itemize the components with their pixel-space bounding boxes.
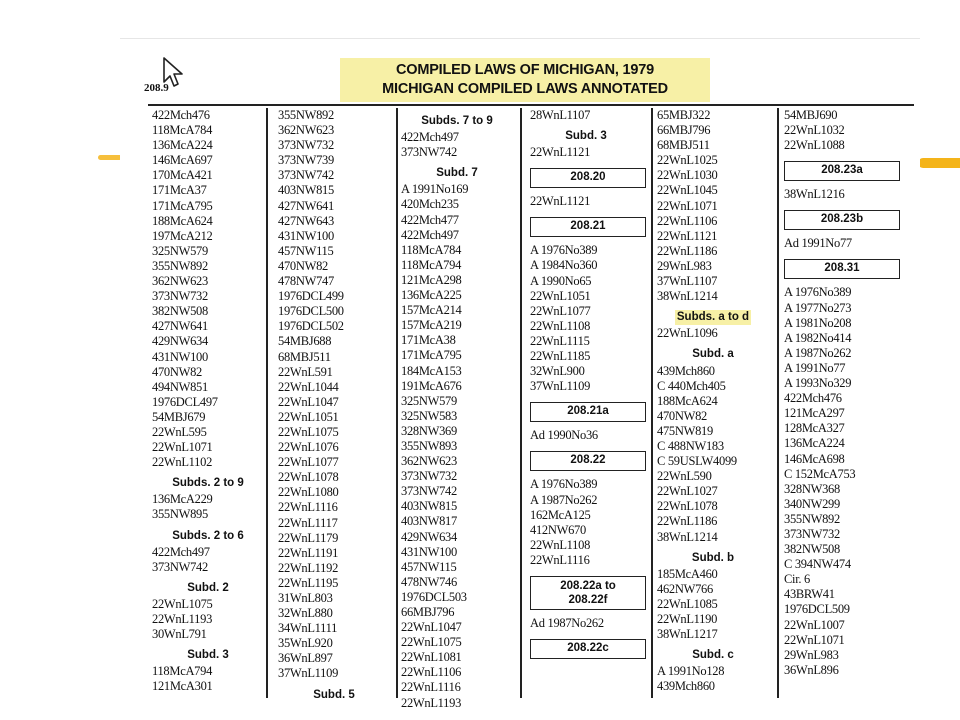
section-number-box: 208.22c xyxy=(530,639,646,659)
citation-entry: 118McA794 xyxy=(401,257,462,272)
citation-entry: 22WnL1007 xyxy=(784,617,845,632)
citation-entry: 157McA214 xyxy=(401,303,462,318)
citation-entry: 1976DCL500 xyxy=(278,304,344,319)
column-divider xyxy=(396,108,398,698)
citation-entry: 22WnL1076 xyxy=(278,440,339,455)
citation-entry: 22WnL1106 xyxy=(657,213,718,228)
title-line-2: MICHIGAN COMPILED LAWS ANNOTATED xyxy=(382,81,668,97)
decorative-bar-right xyxy=(918,158,960,168)
section-number-box: 208.23b xyxy=(784,210,900,230)
citation-entry: A 1984No360 xyxy=(530,258,598,273)
citation-entry: A 1981No208 xyxy=(784,315,852,330)
citation-entry: 22WnL1193 xyxy=(152,612,213,626)
citation-entry: 22WnL1081 xyxy=(401,650,462,665)
citation-entry: 185McA460 xyxy=(657,566,718,581)
citation-entry: 22WnL1116 xyxy=(401,680,461,695)
citation-entry: 22WnL1186 xyxy=(657,514,718,529)
citation-entry: 22WnL1025 xyxy=(657,153,718,168)
subdivision-heading-row xyxy=(152,648,264,663)
section-range-start: 208.22a to xyxy=(560,579,616,592)
citation-entry: 457NW115 xyxy=(278,243,334,258)
subdivision-heading-row xyxy=(152,476,264,491)
citation-entry: 22WnL1192 xyxy=(278,560,339,575)
subdivision-heading: Subd. b xyxy=(691,551,735,564)
citation-entry: 30WnL791 xyxy=(152,627,207,642)
citation-entry: 22WnL595 xyxy=(152,424,207,439)
citation-entry: A 1990No65 xyxy=(530,273,592,288)
citation-entry: 38WnL1214 xyxy=(657,289,718,304)
citation-entry: 22WnL1047 xyxy=(401,620,462,635)
subdivision-heading-row xyxy=(657,648,769,663)
citation-entry: 22WnL1193 xyxy=(401,695,462,710)
citation-entry: 373NW742 xyxy=(401,145,457,160)
citation-entry: A 1976No389 xyxy=(784,285,852,300)
citation-entry: 373NW732 xyxy=(152,289,208,304)
section-number-box: 208.31 xyxy=(784,259,900,279)
section-range-end: 208.22f xyxy=(568,593,608,606)
citation-column-2 xyxy=(278,108,390,704)
citation-entry: 68MBJ511 xyxy=(657,138,710,153)
citation-entry: 188McA624 xyxy=(657,393,718,408)
page-top-edge xyxy=(120,38,920,39)
citation-entry: 146McA698 xyxy=(784,451,845,466)
subdivision-heading-row xyxy=(657,551,769,566)
citation-entry: 171McA38 xyxy=(401,333,456,348)
citation-entry: 373NW742 xyxy=(401,484,457,499)
subdivision-heading-row xyxy=(152,581,264,596)
citation-entry: 32WnL900 xyxy=(530,364,585,379)
citation-entry: 475NW819 xyxy=(657,423,713,438)
citation-entry: 121McA301 xyxy=(152,679,213,694)
citation-entry: 373NW742 xyxy=(278,168,334,183)
citation-entry: 1976DCL497 xyxy=(152,394,218,409)
citation-entry: 188McA624 xyxy=(152,213,213,228)
subdivision-heading: Subd. 7 xyxy=(436,167,478,180)
citation-entry: 22WnL1088 xyxy=(784,138,845,153)
citation-entry: 422Mch477 xyxy=(401,212,459,227)
citation-entry: 38WnL1217 xyxy=(657,627,718,642)
citation-entry: A 1991No169 xyxy=(401,182,469,197)
column-divider xyxy=(777,108,779,698)
citation-entry: 22WnL1117 xyxy=(278,515,338,530)
citation-entry: A 1987No262 xyxy=(530,492,598,507)
citation-entry: 355NW895 xyxy=(152,507,208,522)
citation-entry: 197McA212 xyxy=(152,228,213,243)
citation-entry: 118McA784 xyxy=(152,123,213,138)
citation-entry: 128McA327 xyxy=(784,421,845,436)
citation-entry: 422Mch497 xyxy=(152,544,210,559)
citation-entry: 136McA224 xyxy=(152,138,213,153)
citation-entry: 427NW641 xyxy=(152,319,208,334)
citation-entry: 373NW732 xyxy=(784,526,840,541)
citation-entry: 29WnL983 xyxy=(657,258,712,273)
citation-entry: 429NW634 xyxy=(401,529,457,544)
column-divider xyxy=(266,108,268,698)
citation-entry: A 1991No128 xyxy=(657,664,725,679)
citation-entry: 427NW643 xyxy=(278,213,334,228)
citation-entry: 66MBJ796 xyxy=(401,605,455,619)
citation-entry: 54MBJ690 xyxy=(784,108,838,122)
title-line-1: COMPILED LAWS OF MICHIGAN, 1979 xyxy=(395,62,655,78)
citation-entry: 191McA676 xyxy=(401,378,462,393)
citation-entry: 422Mch476 xyxy=(152,108,210,122)
citation-entry: 171McA795 xyxy=(152,198,213,213)
citation-entry: 37WnL1109 xyxy=(530,379,591,394)
citation-entry: 36WnL896 xyxy=(784,662,839,677)
subdivision-heading-row xyxy=(530,129,642,144)
citation-entry: 422Mch476 xyxy=(784,391,842,406)
column-divider xyxy=(520,108,522,698)
citation-entry: 184McA153 xyxy=(401,363,462,378)
citation-entry: 34WnL1111 xyxy=(278,621,338,636)
citation-entry: 22WnL1195 xyxy=(278,575,339,590)
citation-entry: 328NW369 xyxy=(401,423,457,438)
subdivision-heading-row xyxy=(278,688,390,703)
citation-entry: 29WnL983 xyxy=(784,647,839,662)
citation-entry: 22WnL1032 xyxy=(784,123,845,138)
citation-entry: 22WnL1071 xyxy=(152,440,213,455)
column-divider xyxy=(651,108,653,698)
citation-entry: 22WnL1102 xyxy=(152,455,213,470)
citation-entry: 54MBJ688 xyxy=(278,334,332,349)
citation-entry: 22WnL1047 xyxy=(278,394,339,409)
citation-entry: 22WnL1190 xyxy=(657,612,718,626)
citation-entry: 403NW817 xyxy=(401,514,457,529)
citation-entry: A 1987No262 xyxy=(784,345,852,360)
citation-entry: 355NW893 xyxy=(401,438,457,453)
citation-entry: 38WnL1216 xyxy=(784,187,845,202)
citation-entry: 22WnL1027 xyxy=(657,484,718,499)
citation-entry: 403NW815 xyxy=(401,499,457,514)
citation-entry: 146McA697 xyxy=(152,153,213,168)
citation-entry: 373NW732 xyxy=(278,138,334,153)
citation-entry: 355NW892 xyxy=(152,258,208,273)
citation-entry: 429NW634 xyxy=(152,334,208,349)
citation-entry: A 1993No329 xyxy=(784,376,852,391)
subdivision-heading: Subd. 3 xyxy=(565,130,607,143)
citation-entry: 478NW747 xyxy=(278,274,334,289)
citation-entry: Ad 1990No36 xyxy=(530,428,598,443)
citation-entry: 355NW892 xyxy=(784,511,840,526)
subdivision-heading: Subd. c xyxy=(692,649,734,662)
citation-entry: 1976DCL499 xyxy=(278,289,344,304)
citation-entry: 22WnL1096 xyxy=(657,326,718,341)
citation-entry: 403NW815 xyxy=(278,183,334,198)
citation-entry: 22WnL1085 xyxy=(657,596,718,611)
citation-entry: 362NW623 xyxy=(401,454,457,469)
citation-column-5 xyxy=(657,108,769,694)
citation-entry: 325NW579 xyxy=(152,243,208,258)
citation-entry: C 488NW183 xyxy=(657,438,724,453)
citation-entry: C 394NW474 xyxy=(784,557,851,572)
subdivision-heading-row xyxy=(657,347,769,362)
citation-entry: 157McA219 xyxy=(401,318,462,333)
citation-entry: 28WnL1107 xyxy=(530,108,591,122)
citation-entry: 470NW82 xyxy=(152,364,202,379)
citation-entry: 22WnL1121 xyxy=(530,145,591,160)
subdivision-heading-row xyxy=(401,166,513,181)
citation-entry: 136McA224 xyxy=(784,436,845,451)
citation-entry: 470NW82 xyxy=(657,408,707,423)
citation-entry: C 59USLW4099 xyxy=(657,454,737,469)
subdivision-heading: Subd. a xyxy=(692,348,734,361)
citation-entry: 1976DCL502 xyxy=(278,319,344,334)
section-number-box: 208.21a xyxy=(530,402,646,422)
citation-entry: 439Mch860 xyxy=(657,679,715,694)
page-title xyxy=(340,58,710,102)
citation-entry: 38WnL1214 xyxy=(657,529,718,544)
citation-entry: 22WnL1080 xyxy=(278,485,339,500)
document-page xyxy=(120,38,920,710)
citation-entry: 22WnL591 xyxy=(278,364,333,379)
citation-entry: A 1991No77 xyxy=(784,360,846,375)
citation-entry: 355NW892 xyxy=(278,108,334,122)
subdivision-heading: Subds. 2 to 6 xyxy=(172,529,244,542)
citation-entry: 439Mch860 xyxy=(657,363,715,378)
citation-entry: 22WnL1051 xyxy=(278,409,339,424)
citation-column-6 xyxy=(784,108,900,678)
subdivision-heading-row xyxy=(657,304,769,326)
citation-entry: Ad 1987No262 xyxy=(530,615,604,630)
citation-entry: 22WnL1077 xyxy=(278,455,339,470)
subdivision-heading: Subds. 7 to 9 xyxy=(421,115,493,127)
subdivision-heading: Subds. a to d xyxy=(675,310,751,325)
citation-entry: 37WnL1107 xyxy=(657,274,718,289)
citation-entry: 362NW623 xyxy=(152,274,208,289)
citation-entry: 22WnL1115 xyxy=(530,333,590,348)
citation-entry: 494NW851 xyxy=(152,379,208,394)
citation-entry: 373NW732 xyxy=(401,469,457,484)
section-number-box: 208.20 xyxy=(530,168,646,188)
subdivision-heading: Subd. 5 xyxy=(313,688,355,701)
citation-entry: 22WnL1071 xyxy=(784,632,845,647)
citation-entry: 325NW583 xyxy=(401,408,457,423)
citation-entry: 457NW115 xyxy=(401,559,457,574)
citation-entry: 170McA421 xyxy=(152,168,213,183)
citation-entry: 328NW368 xyxy=(784,481,840,496)
citation-entry: 470NW82 xyxy=(278,258,328,273)
citation-entry: 22WnL1116 xyxy=(530,552,590,567)
citation-entry: 22WnL1106 xyxy=(401,665,462,680)
citation-entry: 1976DCL509 xyxy=(784,602,850,617)
citation-entry: 422Mch497 xyxy=(401,130,459,145)
citation-entry: 382NW508 xyxy=(152,304,208,319)
page-number: 208.9 xyxy=(144,82,169,94)
citation-entry: A 1976No389 xyxy=(530,477,598,492)
citation-entry: 373NW742 xyxy=(152,559,208,574)
citation-entry: 22WnL1075 xyxy=(152,596,213,611)
citation-entry: 36WnL897 xyxy=(278,651,333,666)
citation-entry: 478NW746 xyxy=(401,574,457,589)
citation-entry: 118McA794 xyxy=(152,664,213,679)
citation-entry: 1976DCL503 xyxy=(401,589,467,604)
citation-entry: 373NW739 xyxy=(278,153,334,168)
citation-entry: C 440Mch405 xyxy=(657,378,726,393)
citation-entry: 22WnL590 xyxy=(657,469,712,484)
citation-entry: 171McA795 xyxy=(401,348,462,363)
citation-entry: Cir. 6 xyxy=(784,572,810,587)
section-number-box: 208.21 xyxy=(530,217,646,237)
citation-entry: 68MBJ511 xyxy=(278,349,331,364)
subdivision-heading-row xyxy=(401,114,513,129)
citation-entry: 325NW579 xyxy=(401,393,457,408)
citation-entry: 427NW641 xyxy=(278,198,334,213)
subdivision-heading: Subds. 2 to 9 xyxy=(172,477,244,490)
citation-entry: 54MBJ679 xyxy=(152,409,206,424)
citation-entry: 22WnL1186 xyxy=(657,243,718,258)
citation-entry: 340NW299 xyxy=(784,496,840,511)
citation-entry: 362NW623 xyxy=(278,123,334,138)
citation-entry: 22WnL1116 xyxy=(278,500,338,515)
citation-entry: 22WnL1044 xyxy=(278,379,339,394)
citation-entry: 162McA125 xyxy=(530,507,591,522)
citation-entry: 43BRW41 xyxy=(784,587,835,602)
citation-entry: 431NW100 xyxy=(401,544,457,559)
citation-entry: 65MBJ322 xyxy=(657,108,711,122)
subdivision-heading: Subd. 2 xyxy=(187,581,229,594)
citation-entry: 22WnL1191 xyxy=(278,545,339,560)
citation-entry: 22WnL1075 xyxy=(401,635,462,650)
citation-entry: 22WnL1071 xyxy=(657,198,718,213)
citation-column-4 xyxy=(530,108,646,665)
section-number-box: 208.22 xyxy=(530,451,646,471)
citation-entry: 171McA37 xyxy=(152,183,207,198)
citation-entry: 136McA229 xyxy=(152,492,213,507)
citation-entry: 37WnL1109 xyxy=(278,666,339,681)
subdivision-heading: Subd. 3 xyxy=(187,649,229,662)
section-range-box xyxy=(530,576,646,610)
citation-entry: 22WnL1075 xyxy=(278,424,339,439)
decorative-bar-left xyxy=(98,155,122,160)
citation-entry: 22WnL1077 xyxy=(530,303,591,318)
citation-entry: 22WnL1108 xyxy=(530,318,591,333)
citation-column-3 xyxy=(401,108,513,711)
citation-entry: 118McA784 xyxy=(401,242,462,257)
citation-entry: 66MBJ796 xyxy=(657,123,711,138)
mouse-pointer-icon xyxy=(162,56,184,90)
section-number-box: 208.23a xyxy=(784,161,900,181)
citation-entry: A 1982No414 xyxy=(784,330,852,345)
citation-entry: 35WnL920 xyxy=(278,636,333,651)
citation-entry: 121McA297 xyxy=(784,406,845,421)
citation-entry: 22WnL1108 xyxy=(530,537,591,552)
citation-entry: A 1977No273 xyxy=(784,300,852,315)
citation-entry: 431NW100 xyxy=(278,228,334,243)
citation-entry: 382NW508 xyxy=(784,542,840,557)
citation-entry: 422Mch497 xyxy=(401,227,459,242)
citation-entry: 32WnL880 xyxy=(278,606,333,621)
citation-entry: 22WnL1045 xyxy=(657,183,718,198)
citation-entry: 22WnL1030 xyxy=(657,168,718,183)
citation-entry: 431NW100 xyxy=(152,349,208,364)
citation-entry: 420Mch235 xyxy=(401,197,459,212)
citation-entry: 136McA225 xyxy=(401,288,462,303)
citation-entry: A 1976No389 xyxy=(530,243,598,258)
citation-entry: 22WnL1185 xyxy=(530,349,591,364)
citation-entry: 412NW670 xyxy=(530,522,586,537)
citation-entry: 22WnL1121 xyxy=(530,194,591,209)
header-rule xyxy=(148,104,914,106)
citation-entry: 22WnL1078 xyxy=(278,470,339,485)
citation-entry: 22WnL1179 xyxy=(278,530,339,545)
citation-entry: 22WnL1121 xyxy=(657,228,718,243)
subdivision-heading-row xyxy=(152,529,264,544)
citation-entry: 22WnL1051 xyxy=(530,288,591,303)
citation-entry: Ad 1991No77 xyxy=(784,236,852,251)
citation-entry: 462NW766 xyxy=(657,581,713,596)
citation-entry: 121McA298 xyxy=(401,272,462,287)
citation-column-1 xyxy=(152,108,264,694)
citation-entry: C 152McA753 xyxy=(784,466,856,481)
citation-entry: 22WnL1078 xyxy=(657,499,718,514)
citation-entry: 31WnL803 xyxy=(278,591,333,605)
